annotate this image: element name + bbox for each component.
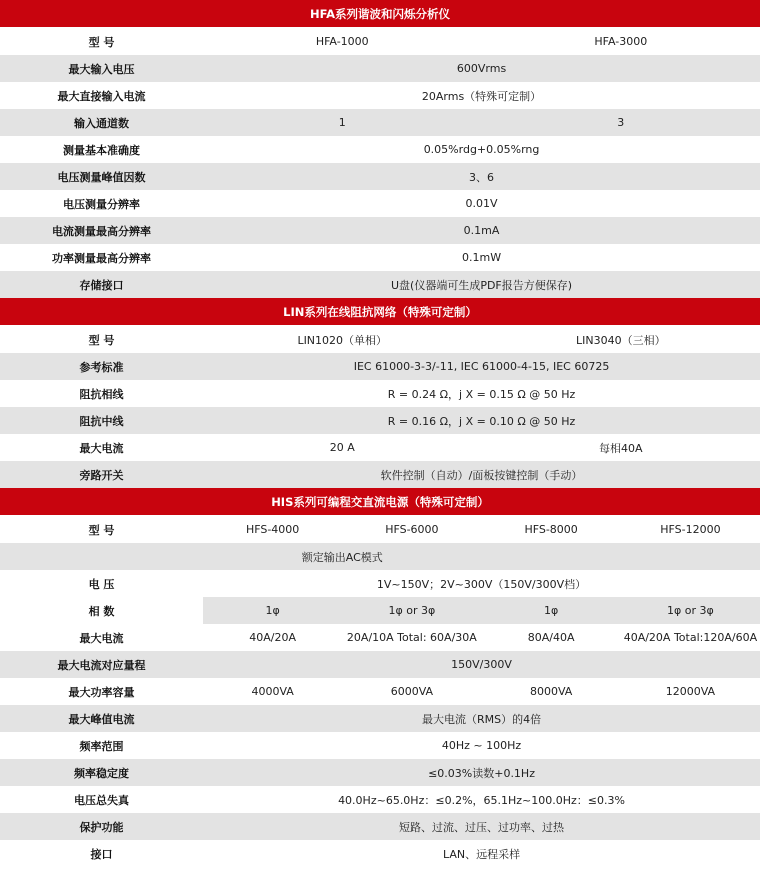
table-row (0, 353, 760, 380)
model-hfa-1000: HFA-1000 (203, 28, 482, 56)
model-hfs-4000: HFS-4000 (203, 516, 342, 544)
table-row (0, 840, 760, 867)
row-value: 软件控制（自动）/面板按键控制（手动） (203, 461, 760, 488)
table-row (0, 651, 760, 678)
table-row (0, 597, 760, 624)
model-hfa-3000: HFA-3000 (482, 28, 760, 56)
row-value: 150V/300V (203, 651, 760, 678)
row-label: 最大输入电压 (0, 55, 203, 82)
row-label: 相 数 (0, 597, 203, 624)
model-hfs-8000: HFS-8000 (482, 516, 621, 544)
table-row (0, 109, 760, 136)
table-row (0, 244, 760, 271)
table-row (0, 82, 760, 109)
table-row (0, 434, 760, 461)
row-value: 40A/20A Total:120A/60A (621, 624, 760, 651)
his-section-title: HIS系列可编程交直流电源（特殊可定制） (0, 488, 760, 516)
row-label: 保护功能 (0, 813, 203, 840)
row-value: 1φ (482, 597, 621, 624)
row-value: 20 A (203, 434, 482, 461)
row-label: 电压测量峰值因数 (0, 163, 203, 190)
row-value: 20Arms（特殊可定制） (203, 82, 760, 109)
row-value: 3 (482, 109, 760, 136)
model-hfs-12000: HFS-12000 (621, 516, 760, 544)
table-row (0, 813, 760, 840)
row-value: ≤0.03%读数+0.1Hz (203, 759, 760, 786)
row-value: IEC 61000-3-3/-11, IEC 61000-4-15, IEC 60725 (203, 353, 760, 380)
row-value: 6000VA (342, 678, 481, 705)
row-value: 3、6 (203, 163, 760, 190)
row-label: 最大直接输入电流 (0, 82, 203, 109)
row-label: 阻抗相线 (0, 380, 203, 407)
table-row (0, 678, 760, 705)
row-label: 功率测量最高分辨率 (0, 244, 203, 271)
table-row (0, 570, 760, 597)
row-value: U盘(仪器端可生成PDF报告方便保存) (203, 271, 760, 298)
row-value: 短路、过流、过压、过功率、过热 (203, 813, 760, 840)
row-label (0, 543, 203, 570)
table-row (0, 217, 760, 244)
hfa-section-header (0, 0, 760, 28)
table-row (0, 163, 760, 190)
row-value: R = 0.16 Ω，j X = 0.10 Ω @ 50 Hz (203, 407, 760, 434)
hfa-section-title: HFA系列谐波和闪烁分析仪 (0, 0, 760, 28)
row-value: 20A/10A Total: 60A/30A (342, 624, 481, 651)
row-label: 频率稳定度 (0, 759, 203, 786)
table-row (0, 786, 760, 813)
model-hfs-6000: HFS-6000 (342, 516, 481, 544)
row-label: 参考标准 (0, 353, 203, 380)
row-label: 电流测量最高分辨率 (0, 217, 203, 244)
lin-section-header (0, 298, 760, 326)
row-value: 12000VA (621, 678, 760, 705)
row-value: LAN、远程采样 (203, 840, 760, 867)
table-row (0, 732, 760, 759)
table-row (0, 461, 760, 488)
model-lin1020: LIN1020（单相） (203, 326, 482, 354)
row-label: 存储接口 (0, 271, 203, 298)
row-value: 0.01V (203, 190, 760, 217)
table-row (0, 516, 760, 544)
table-row (0, 271, 760, 298)
row-label: 型 号 (0, 326, 203, 354)
row-label: 最大电流 (0, 624, 203, 651)
row-label: 电压测量分辨率 (0, 190, 203, 217)
row-label: 接口 (0, 840, 203, 867)
table-row (0, 55, 760, 82)
mode-subheader: 额定输出AC模式 (203, 543, 482, 570)
row-value: 1φ or 3φ (621, 597, 760, 624)
row-value: 80A/40A (482, 624, 621, 651)
table-row (0, 380, 760, 407)
table-row (0, 759, 760, 786)
row-value: 1φ (203, 597, 342, 624)
row-value: 最大电流（RMS）的4倍 (203, 705, 760, 732)
row-value: R = 0.24 Ω，j X = 0.15 Ω @ 50 Hz (203, 380, 760, 407)
row-value: 0.1mA (203, 217, 760, 244)
row-label: 型 号 (0, 516, 203, 544)
model-lin3040: LIN3040（三相） (482, 326, 760, 354)
row-label: 频率范围 (0, 732, 203, 759)
table-row (0, 190, 760, 217)
row-value: 40Hz ~ 100Hz (203, 732, 760, 759)
his-section-header (0, 488, 760, 516)
table-row (0, 326, 760, 354)
row-label: 测量基本准确度 (0, 136, 203, 163)
row-label: 最大功率容量 (0, 678, 203, 705)
row-value: 每相40A (482, 434, 760, 461)
row-value: 0.1mW (203, 244, 760, 271)
table-row (0, 705, 760, 732)
row-value: 4000VA (203, 678, 342, 705)
row-value: 40.0Hz~65.0Hz：≤0.2%，65.1Hz~100.0Hz：≤0.3% (203, 786, 760, 813)
row-label: 最大电流对应量程 (0, 651, 203, 678)
table-row (0, 543, 760, 570)
table-row (0, 624, 760, 651)
row-value: 600Vrms (203, 55, 760, 82)
row-value: 40A/20A (203, 624, 342, 651)
row-label: 型 号 (0, 28, 203, 56)
row-label: 阻抗中线 (0, 407, 203, 434)
row-label: 电 压 (0, 570, 203, 597)
row-value: 1V~150V；2V~300V（150V/300V档） (203, 570, 760, 597)
row-label: 电压总失真 (0, 786, 203, 813)
row-label: 最大电流 (0, 434, 203, 461)
table-row (0, 28, 760, 56)
table-row (0, 407, 760, 434)
row-value: 1φ or 3φ (342, 597, 481, 624)
row-value: 0.05%rdg+0.05%rng (203, 136, 760, 163)
row-label: 最大峰值电流 (0, 705, 203, 732)
row-value: 1 (203, 109, 482, 136)
row-label: 旁路开关 (0, 461, 203, 488)
lin-section-title: LIN系列在线阻抗网络（特殊可定制） (0, 298, 760, 326)
row-value: 8000VA (482, 678, 621, 705)
row-label: 输入通道数 (0, 109, 203, 136)
table-row (0, 136, 760, 163)
